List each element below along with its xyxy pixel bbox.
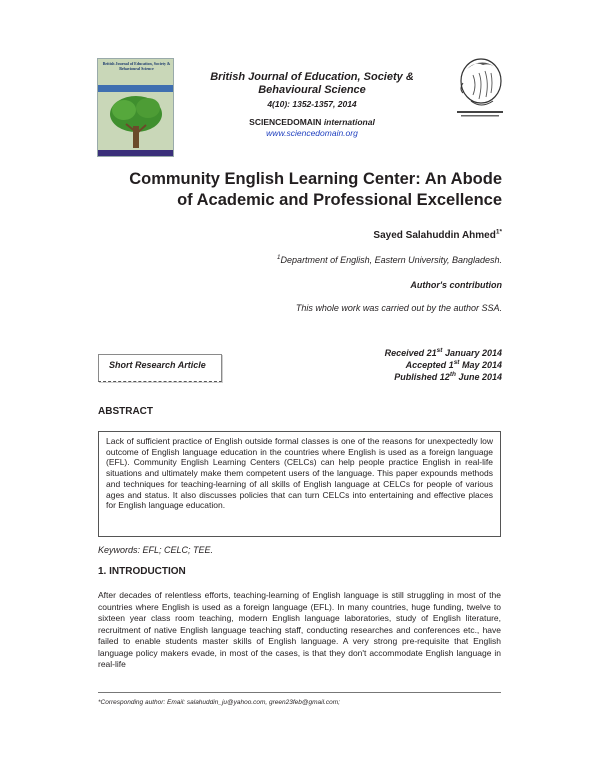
received-prefix: Received 21 (384, 348, 437, 358)
published-sup: th (449, 371, 456, 378)
published-suffix: June 2014 (455, 372, 502, 382)
accepted-date (385, 359, 502, 371)
keywords: Keywords: EFL; CELC; TEE. (98, 545, 214, 555)
cover-title: British Journal of Education, Society & Behavioural Science (102, 61, 171, 71)
tree-icon (98, 92, 174, 152)
paper-title-line1: Community English Learning Center: An Abode (129, 170, 502, 188)
publisher-name: SCIENCEDOMAIN (249, 117, 322, 127)
paper-title (104, 169, 502, 211)
corresponding-author-footnote: *Corresponding author: Email: salahuddin_ju@yahoo.com, green23feb@gmail.com; (98, 699, 340, 706)
received-date (385, 347, 502, 359)
received-suffix: January 2014 (442, 348, 502, 358)
journal-name-line1: British Journal of Education, Society & (210, 71, 414, 83)
author-superscript: 1* (495, 228, 502, 236)
contribution-text: This whole work was carried out by the author SSA. (295, 303, 502, 313)
accepted-prefix: Accepted 1 (405, 360, 454, 370)
article-type-box (98, 354, 222, 382)
article-type-label: Short Research Article (109, 360, 206, 370)
author-affiliation (277, 255, 502, 265)
contribution-heading: Author's contribution (410, 280, 502, 290)
author-name-text: Sayed Salahuddin Ahmed (373, 230, 496, 241)
published-prefix: Published 12 (394, 372, 450, 382)
publication-dates (385, 347, 502, 383)
published-date (385, 371, 502, 383)
paper-title-line2: of Academic and Professional Excellence (177, 191, 502, 209)
journal-info (196, 71, 428, 138)
cover-footer-band (98, 150, 174, 156)
publisher-logo-icon (453, 55, 507, 121)
cover-band (98, 85, 174, 92)
journal-cover-image (97, 58, 174, 157)
affiliation-superscript: 1 (276, 254, 281, 261)
accepted-suffix: May 2014 (459, 360, 502, 370)
introduction-heading: 1. INTRODUCTION (98, 566, 186, 577)
abstract-text: Lack of sufficient practice of English outside formal classes is one of the reasons for unexpectedly low outcome of English language education in the countries where English is used as a foreign language (EFL). Community English Learning Centers (CELCs) can help people practice English in real-life situations and ultimately make them competent users of the language. This paper expounds methods and techniques for teaching-learning of all skills of English language at CELCs for people of various ages and status. It also discusses policies that can turn CELCs into entertaining and effective places for English language education. (98, 431, 501, 537)
accepted-sup: st (453, 359, 460, 366)
journal-name-line2: Behavioural Science (258, 84, 366, 96)
received-sup: st (436, 347, 443, 354)
affiliation-text: Department of English, Eastern University, Bangladesh. (280, 255, 502, 265)
footnote-divider (98, 692, 501, 693)
journal-url-link[interactable]: www.sciencedomain.org (266, 128, 358, 138)
author-name (373, 230, 502, 241)
publisher (196, 117, 428, 127)
publisher-suffix: international (323, 117, 375, 127)
introduction-text: After decades of relentless efforts, teaching-learning of English language is still struggling in most of the countries where English is used as a foreign language (EFL). In many countries, huge funding, twelve to sixteen year class room teaching, modern English language laboratories, study of English literature, recruitment of native English language teaching staff, conducting researches and conferences etc., have failed to enable students master skills of English language. A very strong pre-requisite that English language policy makers evade, in most of the cases, is that they don't accommodate English language in real-life (98, 590, 501, 669)
abstract-heading: ABSTRACT (98, 406, 153, 417)
journal-volume: 4(10): 1352-1357, 2014 (267, 99, 357, 109)
